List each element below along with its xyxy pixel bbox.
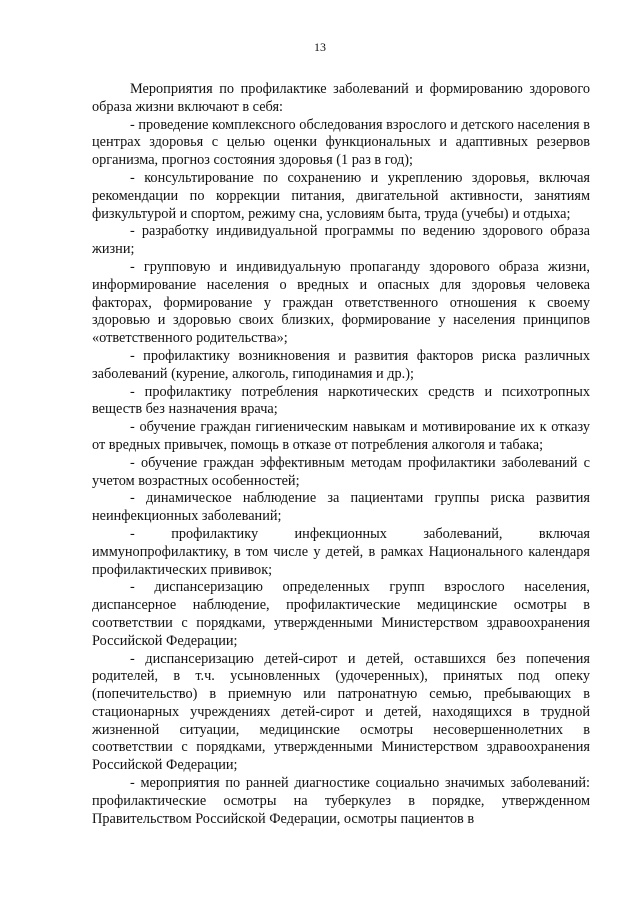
list-item: - профилактику возникновения и развития факторов риска различных заболеваний (курение, алкоголь, гиподинамия и др.);: [92, 347, 590, 382]
list-item: - диспансеризацию детей-сирот и детей, оставшихся без попечения родителей, в т.ч. усыновленных (удочеренных), принятых под опеку (попечительство) в приемную или патронатную семью, пребывающих в стационарных учреждениях детей-сирот и детей, находящихся в трудной жизненной ситуации, медицинские осмотры несовершеннолетних в соответствии с порядками, утвержденными Министерством здравоохранения Российской Федерации;: [92, 650, 590, 774]
list-item: - диспансеризацию определенных групп взрослого населения, диспансерное наблюдение, профилактические медицинские осмотры в соответствии с порядками, утвержденными Министерством здравоохранения Российской Федерации;: [92, 579, 590, 649]
list-item: - динамическое наблюдение за пациентами группы риска развития неинфекционных заболеваний;: [92, 490, 590, 525]
list-item: - проведение комплексного обследования взрослого и детского населения в центрах здоровья с целью оценки функциональных и адаптивных резервов организма, прогноз состояния здоровья (1 раз в год);: [92, 116, 590, 169]
intro-paragraph: Мероприятия по профилактике заболеваний и формированию здорового образа жизни включают в себя:: [92, 81, 590, 115]
list-item: - профилактику инфекционных заболеваний, включая иммунопрофилактику, в том числе у детей, в рамках Национального календаря профилактических прививок;: [92, 525, 590, 578]
list-item: - обучение граждан гигиеническим навыкам и мотивирование их к отказу от вредных привычек, помощь в отказе от потребления алкоголя и табака;: [92, 419, 590, 453]
list-item: - обучение граждан эффективным методам профилактики заболеваний с учетом возрастных особенностей;: [92, 454, 590, 489]
page-number: 13: [314, 40, 326, 54]
list-item: - мероприятия по ранней диагностике социально значимых заболеваний: профилактические осмотры на туберкулез в порядке, утвержденном Правительством Российской Федерации, осмотры пациентов в: [92, 775, 590, 827]
list-item: - профилактику потребления наркотических средств и психотропных веществ без назначения врача;: [92, 383, 590, 418]
list-item: - групповую и индивидуальную пропаганду здорового образа жизни, информирование населения о вредных и опасных для здоровья человека факторах, формирование у граждан ответственного отношения к своему здоровью и здоровью своих близких, формирование у населения принципов «ответственного родительства»;: [92, 258, 590, 347]
document-body: [92, 81, 590, 828]
list-item: - консультирование по сохранению и укреплению здоровья, включая рекомендации по коррекции питания, двигательной активности, занятиям физкультурой и спортом, режиму сна, условиям быта, труда (учебы) и отдыха;: [92, 169, 590, 222]
list-item: - разработку индивидуальной программы по ведению здорового образа жизни;: [92, 223, 590, 258]
